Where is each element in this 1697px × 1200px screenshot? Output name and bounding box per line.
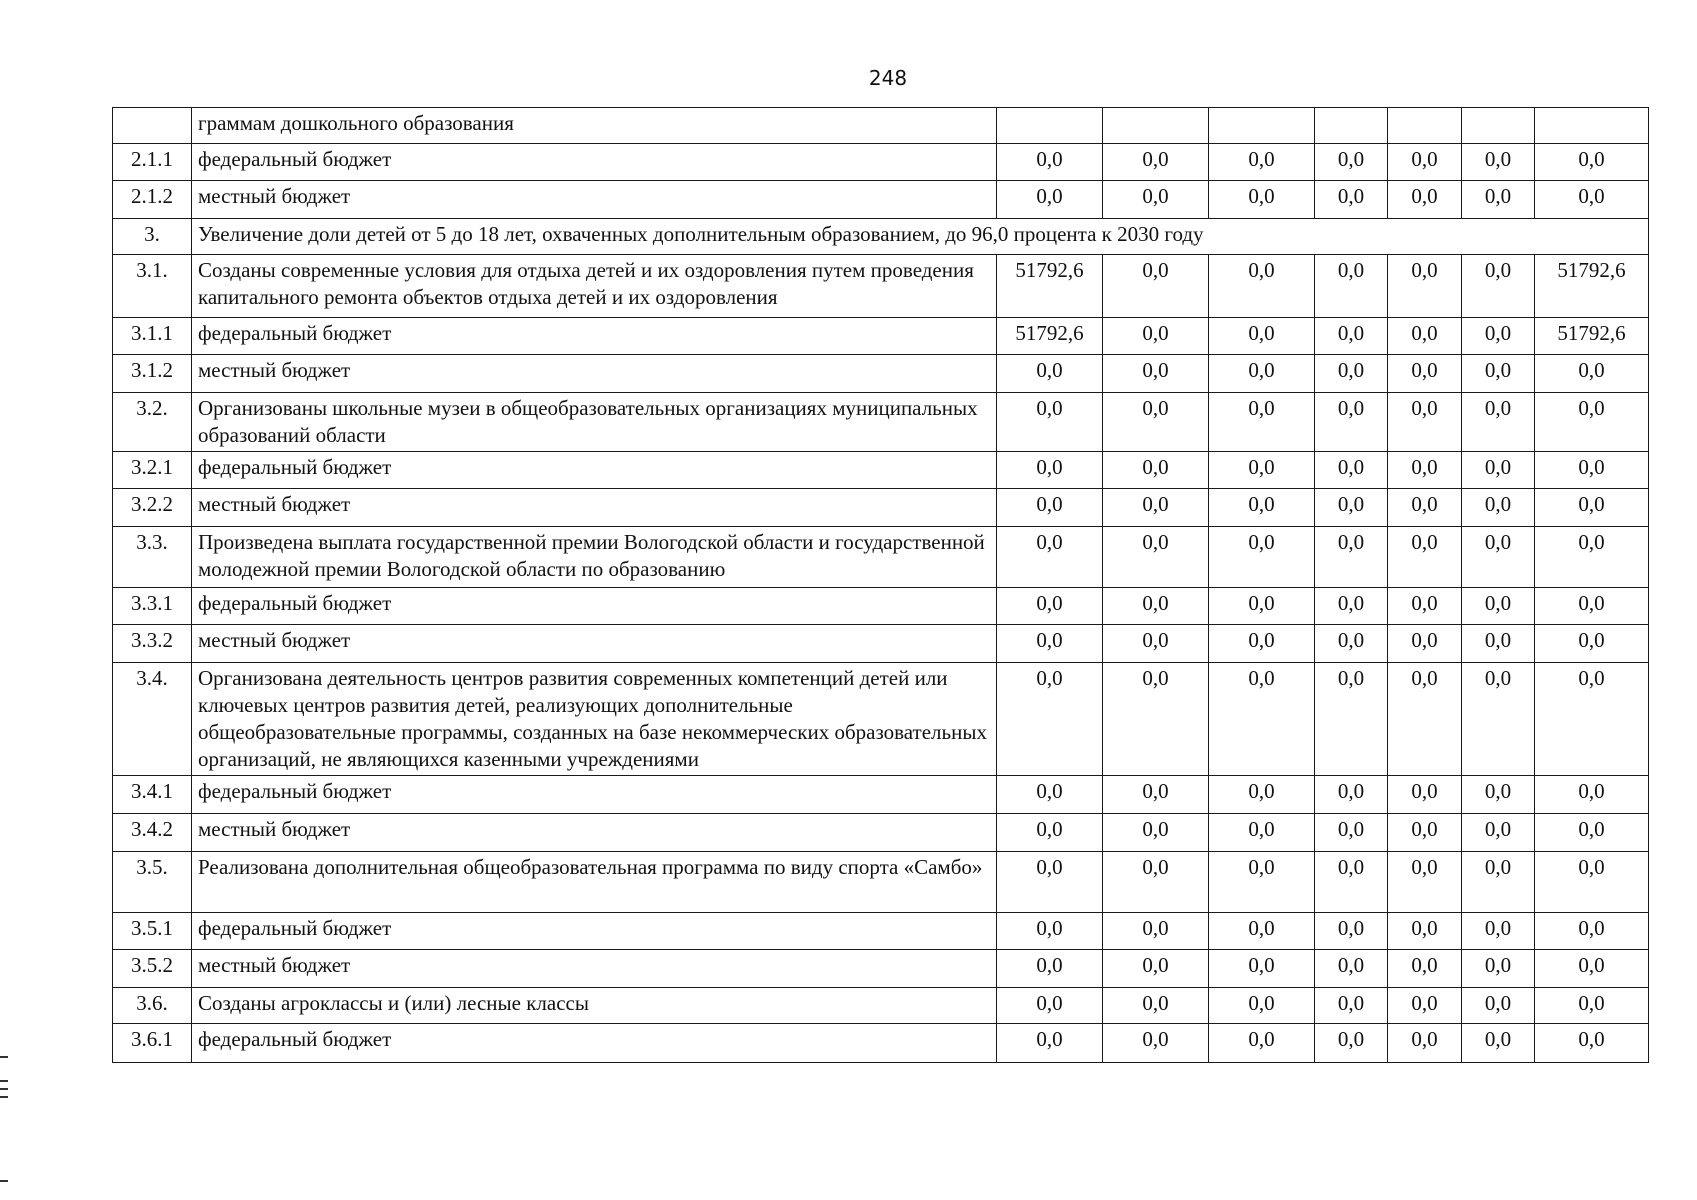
value-cell: 0,0 <box>1103 852 1209 913</box>
value-cell <box>1535 108 1649 144</box>
value-cell: 0,0 <box>1209 814 1315 852</box>
value-cell: 0,0 <box>1388 1024 1462 1063</box>
value-cell: 0,0 <box>1388 144 1462 181</box>
value-cell: 0,0 <box>1535 588 1649 625</box>
row-description: федеральный бюджет <box>192 776 997 814</box>
table-body <box>113 108 1649 1063</box>
value-cell <box>997 108 1103 144</box>
row-description: Произведена выплата государственной премии Вологодской области и государственной молодежной премии Вологодской области по образованию <box>192 527 997 588</box>
value-cell: 0,0 <box>1535 852 1649 913</box>
row-number: 3.2. <box>113 393 192 452</box>
value-cell: 0,0 <box>1209 181 1315 219</box>
table-row <box>113 255 1649 318</box>
value-cell: 0,0 <box>1462 625 1535 663</box>
value-cell: 0,0 <box>1103 625 1209 663</box>
value-cell: 0,0 <box>1462 663 1535 776</box>
value-cell: 0,0 <box>1315 913 1388 950</box>
value-cell: 0,0 <box>1209 318 1315 355</box>
value-cell: 0,0 <box>997 452 1103 489</box>
value-cell: 51792,6 <box>997 255 1103 318</box>
row-description: местный бюджет <box>192 355 997 393</box>
table-row <box>113 219 1649 255</box>
row-description: Организованы школьные музеи в общеобразовательных организациях муниципальных образований области <box>192 393 997 452</box>
value-cell: 0,0 <box>1388 588 1462 625</box>
value-cell: 0,0 <box>997 814 1103 852</box>
value-cell: 0,0 <box>1535 814 1649 852</box>
value-cell: 0,0 <box>1209 452 1315 489</box>
value-cell: 0,0 <box>1535 776 1649 814</box>
row-number: 3.2.1 <box>113 452 192 489</box>
value-cell: 0,0 <box>1103 355 1209 393</box>
table-row <box>113 318 1649 355</box>
value-cell: 0,0 <box>1103 393 1209 452</box>
row-number: 3.5. <box>113 852 192 913</box>
value-cell: 51792,6 <box>997 318 1103 355</box>
value-cell: 0,0 <box>1103 181 1209 219</box>
value-cell: 0,0 <box>1315 489 1388 527</box>
value-cell: 0,0 <box>1462 776 1535 814</box>
value-cell: 0,0 <box>1462 913 1535 950</box>
value-cell: 0,0 <box>1315 181 1388 219</box>
value-cell: 0,0 <box>1462 852 1535 913</box>
table-row <box>113 527 1649 588</box>
value-cell: 0,0 <box>1388 355 1462 393</box>
table-row <box>113 181 1649 219</box>
row-description: федеральный бюджет <box>192 318 997 355</box>
value-cell: 0,0 <box>997 588 1103 625</box>
value-cell: 0,0 <box>1462 318 1535 355</box>
table-row <box>113 950 1649 988</box>
value-cell: 0,0 <box>997 489 1103 527</box>
value-cell: 0,0 <box>1103 144 1209 181</box>
value-cell: 0,0 <box>1103 988 1209 1024</box>
row-number: 3.1.2 <box>113 355 192 393</box>
value-cell: 0,0 <box>1535 950 1649 988</box>
value-cell: 0,0 <box>1209 144 1315 181</box>
value-cell: 0,0 <box>1315 527 1388 588</box>
value-cell: 0,0 <box>1388 988 1462 1024</box>
value-cell: 0,0 <box>997 913 1103 950</box>
value-cell: 0,0 <box>1209 625 1315 663</box>
value-cell: 0,0 <box>1315 393 1388 452</box>
value-cell: 0,0 <box>1209 852 1315 913</box>
value-cell: 0,0 <box>997 950 1103 988</box>
value-cell: 0,0 <box>1209 950 1315 988</box>
value-cell: 0,0 <box>1209 588 1315 625</box>
row-description: федеральный бюджет <box>192 1024 997 1063</box>
budget-table <box>112 107 1649 1063</box>
table-row <box>113 452 1649 489</box>
value-cell: 0,0 <box>1388 318 1462 355</box>
value-cell: 0,0 <box>1462 452 1535 489</box>
value-cell: 0,0 <box>997 393 1103 452</box>
value-cell: 0,0 <box>997 355 1103 393</box>
value-cell: 0,0 <box>1388 852 1462 913</box>
value-cell: 0,0 <box>1209 527 1315 588</box>
value-cell <box>1103 108 1209 144</box>
table-row <box>113 814 1649 852</box>
value-cell: 0,0 <box>1103 255 1209 318</box>
section-heading: Увеличение доли детей от 5 до 18 лет, охваченных дополнительным образованием, до 96,0 процента к 2030 году <box>192 219 1649 255</box>
row-number: 3.3.2 <box>113 625 192 663</box>
value-cell: 0,0 <box>1315 625 1388 663</box>
value-cell: 0,0 <box>1209 355 1315 393</box>
value-cell: 0,0 <box>1315 776 1388 814</box>
value-cell: 0,0 <box>1535 988 1649 1024</box>
value-cell: 0,0 <box>1315 452 1388 489</box>
value-cell: 0,0 <box>1103 913 1209 950</box>
value-cell: 0,0 <box>997 181 1103 219</box>
row-number: 3.4. <box>113 663 192 776</box>
value-cell: 0,0 <box>1209 913 1315 950</box>
value-cell: 0,0 <box>997 663 1103 776</box>
value-cell <box>1388 108 1462 144</box>
value-cell: 0,0 <box>1462 355 1535 393</box>
row-description: Реализована дополнительная общеобразовательная программа по виду спорта «Самбо» <box>192 852 997 913</box>
value-cell: 0,0 <box>1388 255 1462 318</box>
value-cell: 0,0 <box>997 527 1103 588</box>
value-cell: 0,0 <box>1535 489 1649 527</box>
value-cell: 0,0 <box>1209 489 1315 527</box>
table-row <box>113 988 1649 1024</box>
value-cell: 0,0 <box>1535 144 1649 181</box>
margin-mark <box>0 1096 8 1098</box>
value-cell: 0,0 <box>1315 144 1388 181</box>
value-cell: 0,0 <box>1462 1024 1535 1063</box>
value-cell: 0,0 <box>1535 181 1649 219</box>
value-cell: 0,0 <box>1388 814 1462 852</box>
value-cell: 0,0 <box>1209 988 1315 1024</box>
value-cell: 0,0 <box>1388 527 1462 588</box>
value-cell: 0,0 <box>1535 663 1649 776</box>
value-cell: 0,0 <box>1315 1024 1388 1063</box>
row-number: 3.5.2 <box>113 950 192 988</box>
table-row <box>113 1024 1649 1063</box>
row-description: Созданы агроклассы и (или) лесные классы <box>192 988 997 1024</box>
row-number: 3.6.1 <box>113 1024 192 1063</box>
value-cell: 51792,6 <box>1535 318 1649 355</box>
value-cell: 0,0 <box>997 1024 1103 1063</box>
table-row <box>113 489 1649 527</box>
row-description: федеральный бюджет <box>192 913 997 950</box>
margin-mark <box>0 1180 8 1182</box>
table-row <box>113 625 1649 663</box>
table-row <box>113 393 1649 452</box>
row-number: 3.3.1 <box>113 588 192 625</box>
row-number: 2.1.2 <box>113 181 192 219</box>
row-description: местный бюджет <box>192 181 997 219</box>
value-cell: 0,0 <box>1315 663 1388 776</box>
value-cell: 0,0 <box>1388 625 1462 663</box>
table-row <box>113 108 1649 144</box>
value-cell: 0,0 <box>1535 625 1649 663</box>
value-cell: 0,0 <box>1315 355 1388 393</box>
value-cell: 0,0 <box>1209 663 1315 776</box>
value-cell: 0,0 <box>1462 814 1535 852</box>
value-cell: 0,0 <box>1103 814 1209 852</box>
row-description: федеральный бюджет <box>192 452 997 489</box>
value-cell: 0,0 <box>1388 663 1462 776</box>
margin-mark <box>0 1080 8 1082</box>
value-cell: 0,0 <box>1462 950 1535 988</box>
value-cell <box>1209 108 1315 144</box>
value-cell: 0,0 <box>1535 527 1649 588</box>
value-cell: 0,0 <box>1388 452 1462 489</box>
value-cell: 0,0 <box>1209 255 1315 318</box>
row-description: местный бюджет <box>192 489 997 527</box>
table-row <box>113 355 1649 393</box>
value-cell: 0,0 <box>1462 489 1535 527</box>
row-number: 2.1.1 <box>113 144 192 181</box>
margin-mark <box>0 1056 8 1058</box>
row-number: 3.4.2 <box>113 814 192 852</box>
value-cell: 0,0 <box>1388 489 1462 527</box>
value-cell: 0,0 <box>1388 393 1462 452</box>
value-cell: 0,0 <box>1103 588 1209 625</box>
value-cell: 0,0 <box>1315 852 1388 913</box>
value-cell <box>1462 108 1535 144</box>
table-row <box>113 913 1649 950</box>
row-number: 3.5.1 <box>113 913 192 950</box>
value-cell: 0,0 <box>1535 1024 1649 1063</box>
value-cell: 0,0 <box>1209 1024 1315 1063</box>
value-cell: 0,0 <box>997 988 1103 1024</box>
value-cell: 51792,6 <box>1535 255 1649 318</box>
value-cell: 0,0 <box>1103 663 1209 776</box>
value-cell: 0,0 <box>1315 988 1388 1024</box>
row-number <box>113 108 192 144</box>
value-cell: 0,0 <box>1103 950 1209 988</box>
row-description: местный бюджет <box>192 950 997 988</box>
row-description: граммам дошкольного образования <box>192 108 997 144</box>
value-cell: 0,0 <box>1388 950 1462 988</box>
value-cell: 0,0 <box>1315 318 1388 355</box>
value-cell: 0,0 <box>1462 393 1535 452</box>
row-description: федеральный бюджет <box>192 588 997 625</box>
row-number: 3. <box>113 219 192 255</box>
value-cell: 0,0 <box>1388 913 1462 950</box>
value-cell: 0,0 <box>1209 393 1315 452</box>
value-cell: 0,0 <box>1535 452 1649 489</box>
value-cell: 0,0 <box>1103 1024 1209 1063</box>
value-cell: 0,0 <box>1462 255 1535 318</box>
value-cell: 0,0 <box>1535 393 1649 452</box>
table-row <box>113 852 1649 913</box>
value-cell: 0,0 <box>997 625 1103 663</box>
value-cell: 0,0 <box>997 144 1103 181</box>
value-cell: 0,0 <box>1315 255 1388 318</box>
row-description: федеральный бюджет <box>192 144 997 181</box>
table-row <box>113 144 1649 181</box>
row-number: 3.4.1 <box>113 776 192 814</box>
value-cell: 0,0 <box>1315 950 1388 988</box>
value-cell: 0,0 <box>1315 588 1388 625</box>
value-cell: 0,0 <box>1103 489 1209 527</box>
row-number: 3.1.1 <box>113 318 192 355</box>
value-cell: 0,0 <box>1315 814 1388 852</box>
value-cell: 0,0 <box>1103 527 1209 588</box>
row-description: местный бюджет <box>192 814 997 852</box>
value-cell: 0,0 <box>997 776 1103 814</box>
row-description: Организована деятельность центров развития современных компетенций детей или ключевых центров развития детей, реализующих дополнительные общеобразовательные программы, созданных на базе некоммерческих образовательных организаций, не являющихся казенными учреждениями <box>192 663 997 776</box>
row-number: 3.2.2 <box>113 489 192 527</box>
value-cell: 0,0 <box>997 852 1103 913</box>
value-cell: 0,0 <box>1209 776 1315 814</box>
value-cell: 0,0 <box>1462 527 1535 588</box>
value-cell: 0,0 <box>1103 452 1209 489</box>
table-row <box>113 663 1649 776</box>
value-cell: 0,0 <box>1535 913 1649 950</box>
margin-mark <box>0 1088 8 1090</box>
value-cell: 0,0 <box>1103 776 1209 814</box>
value-cell: 0,0 <box>1535 355 1649 393</box>
value-cell: 0,0 <box>1462 588 1535 625</box>
row-number: 3.6. <box>113 988 192 1024</box>
page-number: 248 <box>868 66 908 90</box>
row-description: местный бюджет <box>192 625 997 663</box>
value-cell <box>1315 108 1388 144</box>
value-cell: 0,0 <box>1462 144 1535 181</box>
row-number: 3.3. <box>113 527 192 588</box>
value-cell: 0,0 <box>1388 776 1462 814</box>
value-cell: 0,0 <box>1462 988 1535 1024</box>
value-cell: 0,0 <box>1103 318 1209 355</box>
value-cell: 0,0 <box>1388 181 1462 219</box>
table-row <box>113 588 1649 625</box>
row-number: 3.1. <box>113 255 192 318</box>
table-row <box>113 776 1649 814</box>
value-cell: 0,0 <box>1462 181 1535 219</box>
row-description: Созданы современные условия для отдыха детей и их оздоровления путем проведения капитального ремонта объектов отдыха детей и их оздоровления <box>192 255 997 318</box>
